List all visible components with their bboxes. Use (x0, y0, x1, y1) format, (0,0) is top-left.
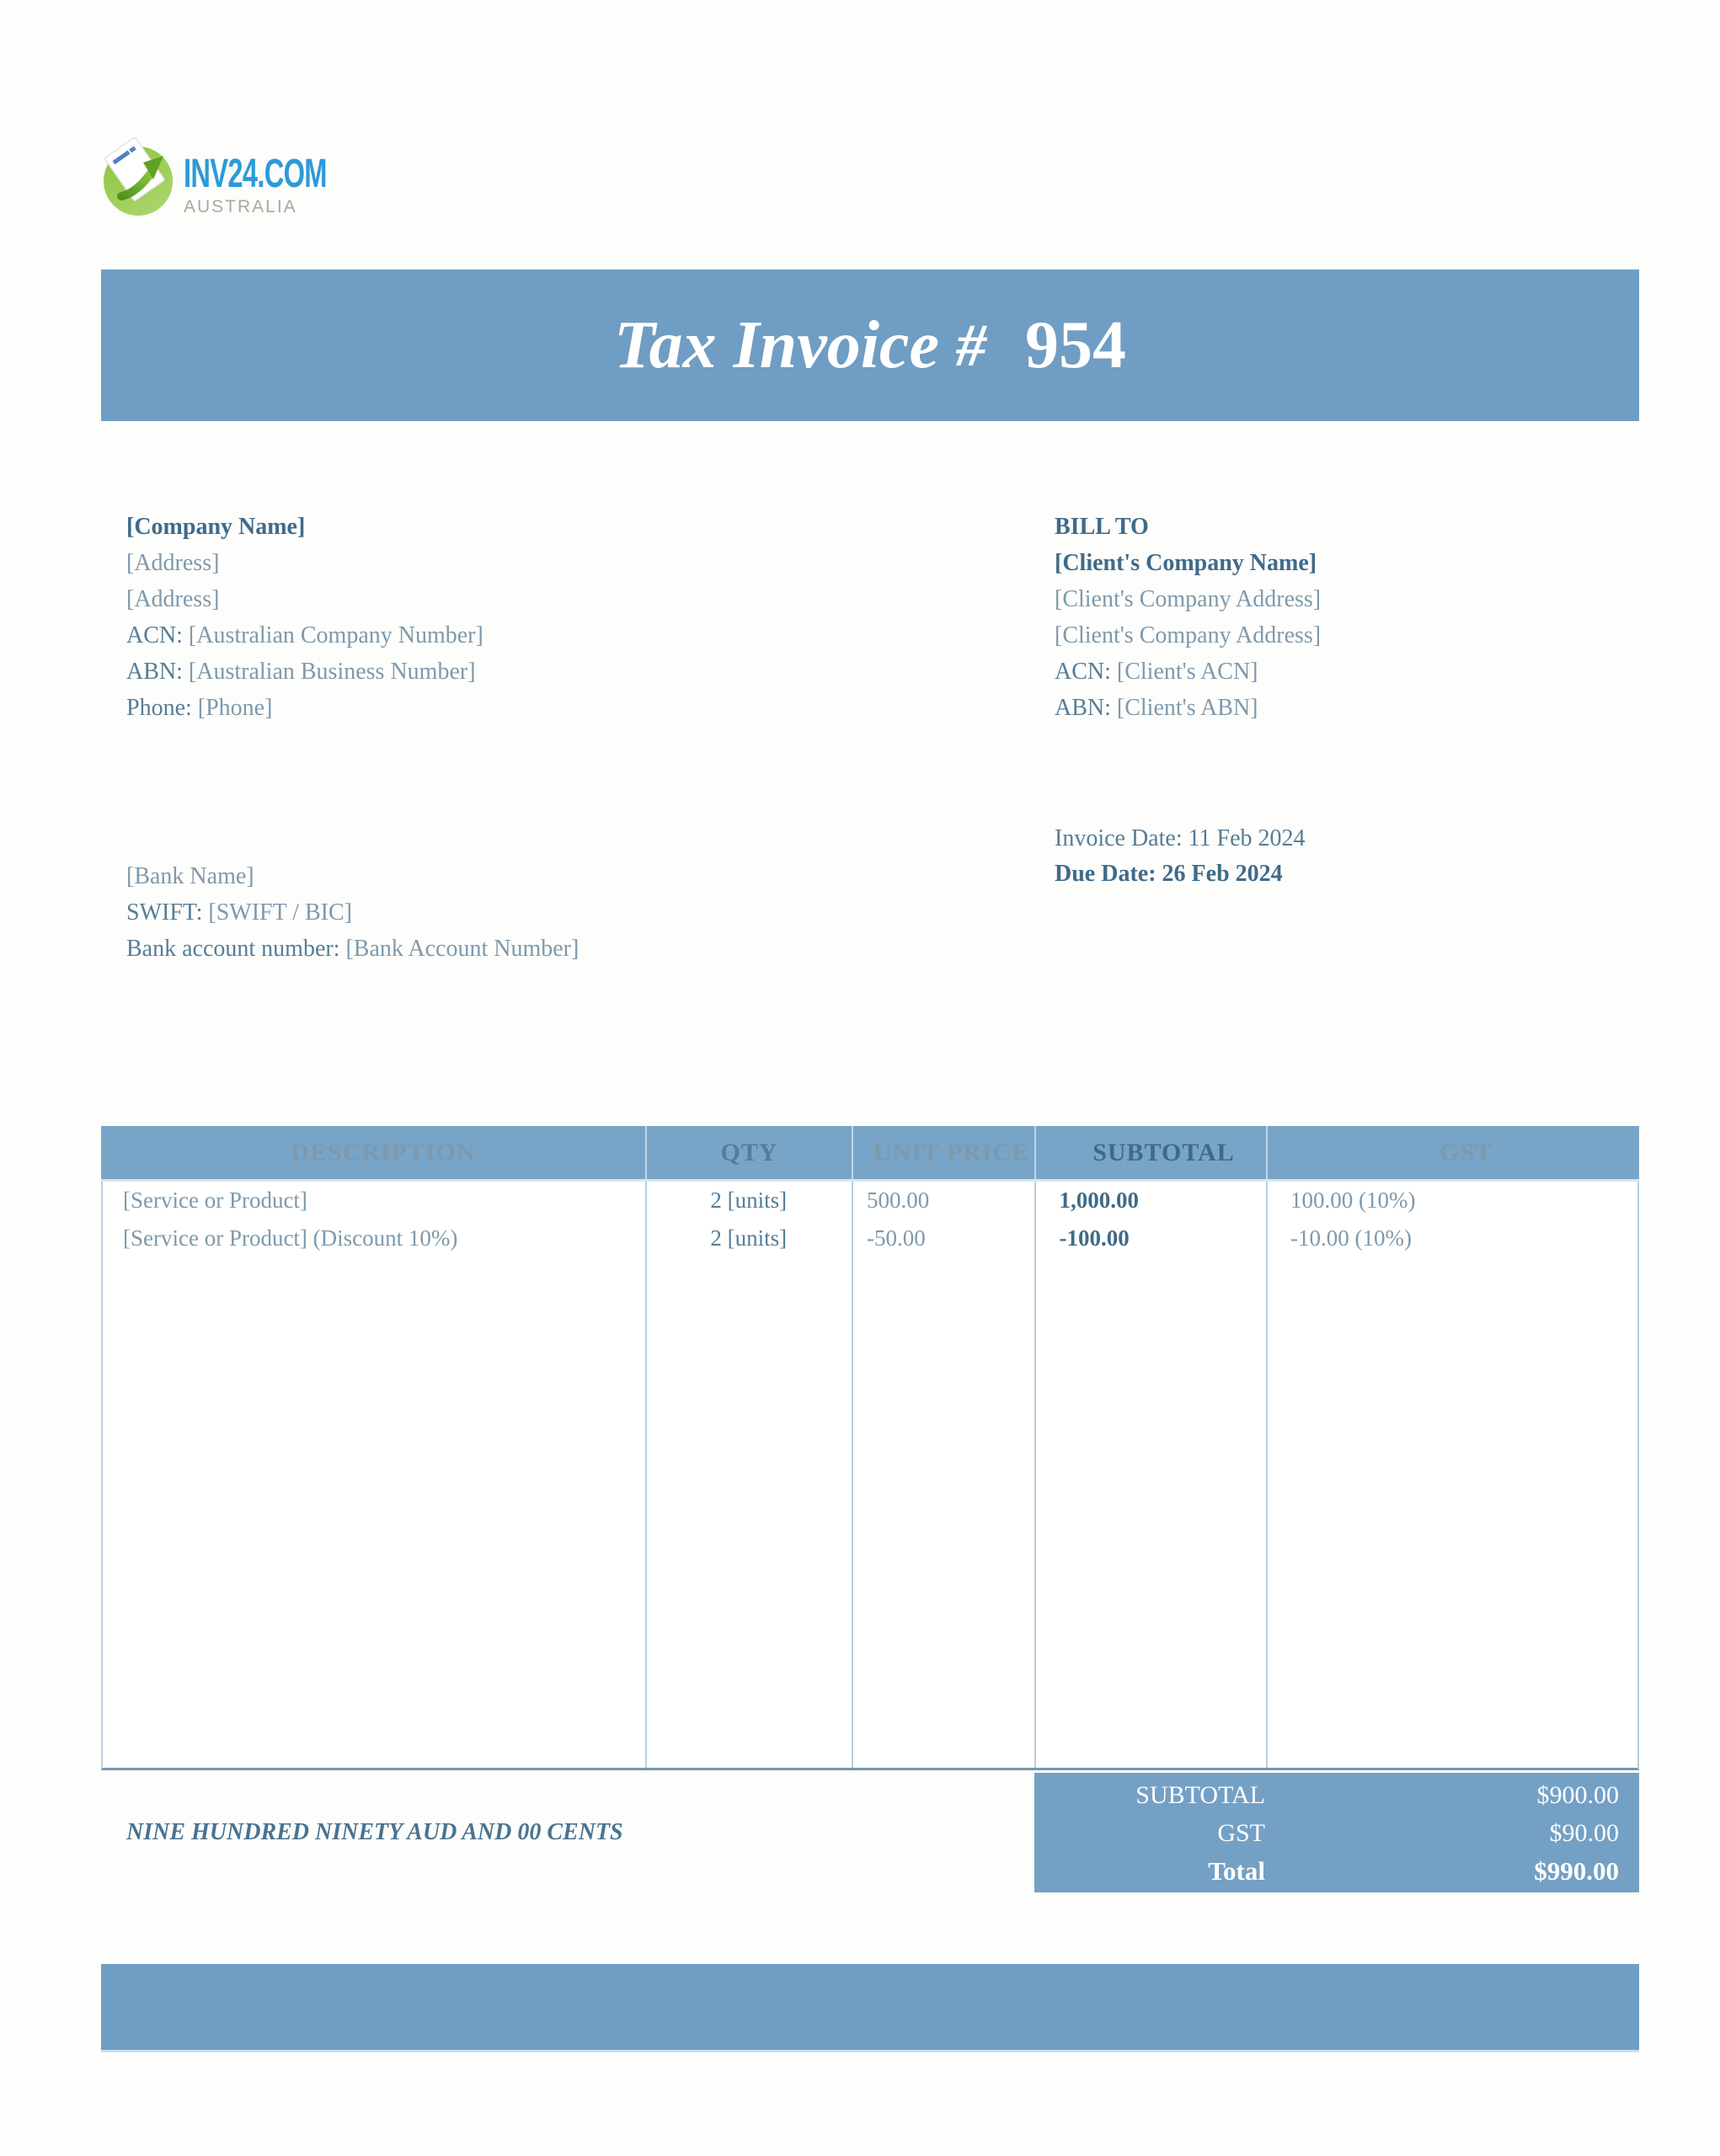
bank-swift-label: SWIFT: (126, 899, 209, 926)
totals-subtotal-label: SUBTOTAL (1135, 1780, 1265, 1809)
client-abn (1055, 690, 1321, 726)
client-abn-label: ABN: (1055, 695, 1117, 721)
item-description: [Service or Product] (Discount 10%) (123, 1225, 458, 1251)
brand-logo (101, 137, 394, 218)
item-unit-price: 500.00 (867, 1187, 930, 1213)
item-row (103, 1182, 1637, 1219)
company-abn-value: [Australian Business Number] (188, 659, 476, 685)
totals-total-label: Total (1208, 1855, 1265, 1886)
client-acn (1055, 654, 1321, 690)
bank-account-label: Bank account number: (126, 936, 346, 962)
totals-subtotal-row (1034, 1776, 1639, 1814)
bill-to-heading: BILL TO (1055, 514, 1149, 540)
inv24-logo-icon (101, 137, 177, 218)
client-name: [Client's Company Name] (1055, 550, 1317, 576)
bank-info (126, 858, 579, 967)
totals-gst-value: $90.00 (1549, 1818, 1619, 1847)
company-address-2: [Address] (126, 586, 220, 612)
bank-swift (126, 894, 579, 931)
client-acn-label: ACN: (1055, 659, 1117, 685)
company-acn (126, 617, 483, 654)
client-acn-value: [Client's ACN] (1116, 659, 1258, 685)
brand-text (184, 137, 394, 218)
bank-name: [Bank Name] (126, 863, 254, 889)
company-acn-label: ACN: (126, 622, 189, 648)
item-unit-price: -50.00 (867, 1225, 926, 1251)
column-header-gst: GST (1266, 1126, 1639, 1179)
column-header-description: DESCRIPTION (291, 1138, 476, 1166)
due-date-value: 26 Feb 2024 (1162, 861, 1283, 887)
item-description: [Service or Product] (123, 1187, 307, 1213)
amount-in-words: NINE HUNDRED NINETY AUD AND 00 CENTS (126, 1819, 623, 1845)
items-table-body (101, 1182, 1639, 1770)
company-name: [Company Name] (126, 514, 306, 540)
bank-account (126, 931, 579, 967)
invoice-dates (1055, 821, 1306, 892)
invoice-title: Tax Invoice (614, 307, 939, 382)
totals-total-value: $990.00 (1534, 1855, 1619, 1886)
company-phone (126, 690, 483, 726)
footer-bar (101, 1964, 1639, 2052)
invoice-date-label: Invoice Date: (1055, 825, 1189, 851)
bank-swift-value: [SWIFT / BIC] (208, 899, 352, 926)
item-subtotal: 1,000.00 (1059, 1187, 1140, 1213)
company-phone-label: Phone: (126, 695, 198, 721)
company-phone-value: [Phone] (197, 695, 273, 721)
invoice-number: 954 (1024, 307, 1126, 382)
company-acn-value: [Australian Company Number] (188, 622, 483, 648)
company-info (126, 509, 483, 726)
item-gst: -10.00 (10%) (1290, 1225, 1412, 1251)
column-header-qty: QTY (645, 1126, 852, 1179)
invoice-title-banner (101, 270, 1639, 421)
bill-to-info (1055, 509, 1321, 726)
item-gst: 100.00 (10%) (1290, 1187, 1416, 1213)
totals-total-row (1034, 1852, 1639, 1890)
brand-region: AUSTRALIA (184, 197, 297, 216)
client-abn-value: [Client's ABN] (1116, 695, 1258, 721)
company-address-1: [Address] (126, 550, 220, 576)
totals-box (1034, 1773, 1639, 1892)
due-date-label: Due Date: (1055, 861, 1162, 887)
item-qty: 2 [units] (710, 1225, 788, 1251)
client-address-1: [Client's Company Address] (1055, 586, 1322, 612)
column-divider (1266, 1182, 1268, 1768)
item-subtotal: -100.00 (1059, 1225, 1130, 1251)
due-date-line (1055, 857, 1306, 892)
totals-subtotal-value: $900.00 (1536, 1780, 1619, 1809)
totals-gst-row (1034, 1814, 1639, 1852)
column-divider (852, 1182, 853, 1768)
client-address-2: [Client's Company Address] (1055, 622, 1322, 648)
logo-mark-svg (101, 137, 177, 218)
invoice-date-line (1055, 821, 1306, 857)
items-table (101, 1126, 1639, 1773)
item-row (103, 1219, 1637, 1257)
column-header-subtotal: SUBTOTAL (1034, 1126, 1266, 1179)
company-abn (126, 654, 483, 690)
column-divider (645, 1182, 647, 1768)
items-table-header (101, 1126, 1639, 1182)
company-abn-label: ABN: (126, 659, 189, 685)
item-qty: 2 [units] (710, 1187, 788, 1213)
column-header-unit-price: UNIT PRICE (852, 1126, 1034, 1179)
totals-gst-label: GST (1217, 1818, 1265, 1847)
brand-name: INV24.COM (184, 152, 327, 196)
invoice-date-value: 11 Feb 2024 (1188, 825, 1306, 851)
column-divider (1034, 1182, 1036, 1768)
bank-account-value: [Bank Account Number] (345, 936, 580, 962)
invoice-number-sign: # (955, 311, 986, 379)
